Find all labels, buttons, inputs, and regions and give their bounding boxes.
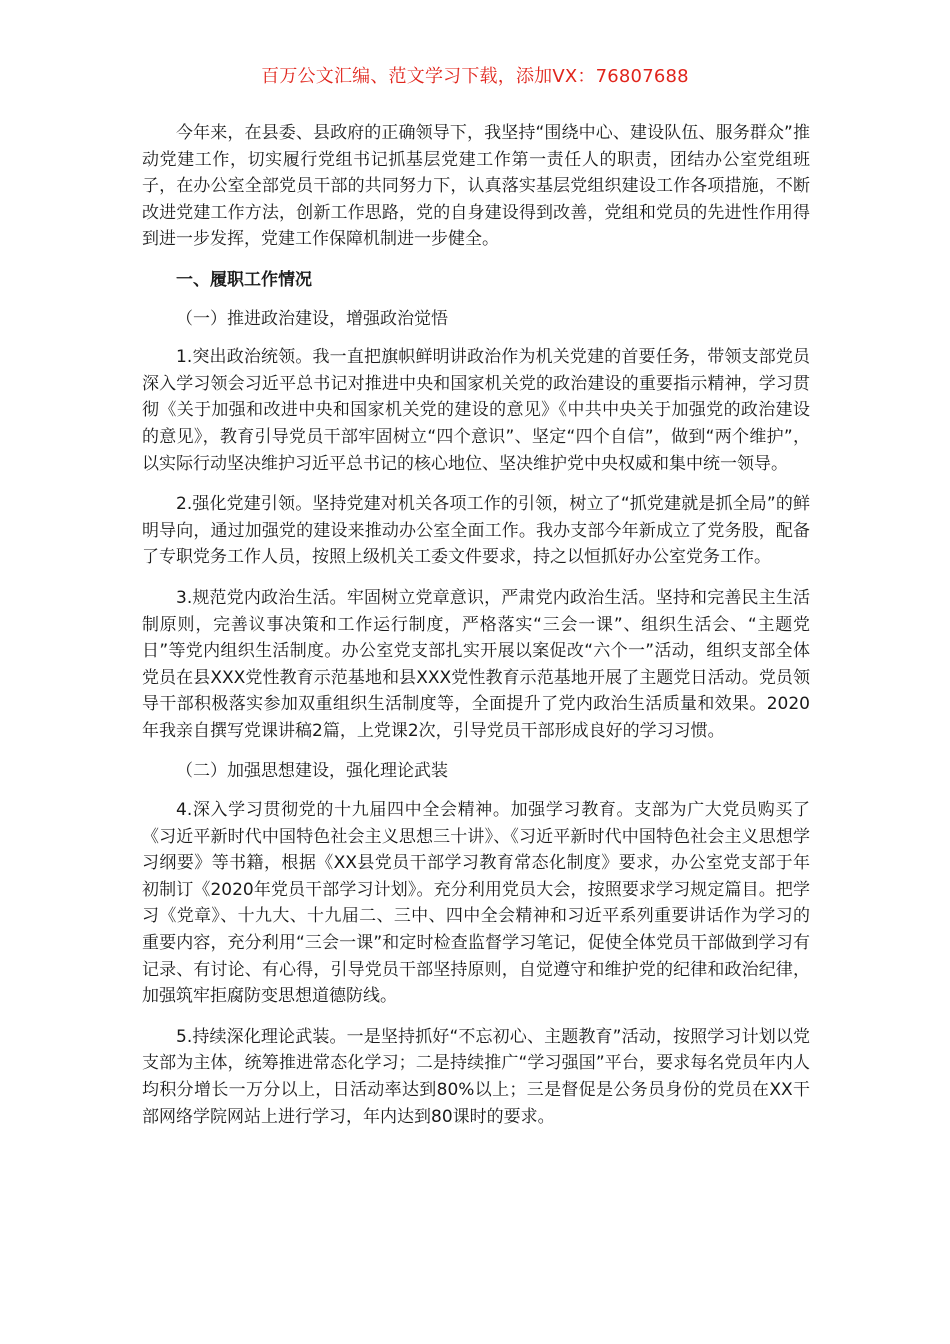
- document-body: [142, 120, 810, 1144]
- subsection-heading-1: （一）推进政治建设，增强政治觉悟: [176, 308, 448, 329]
- paragraph-5: 5.持续深化理论武装。一是坚持抓好“不忘初心、主题教育”活动，按照学习计划以党支部为主体，统筹推进常态化学习；二是持续推广“学习强国”平台，要求每名党员年内人均积分增长一万分以上，日活动率达到80%以上；三是督促是公务员身份的党员在XX干部网络学院网站上进行学习，年内达到80课时的要求。: [142, 1026, 810, 1127]
- paragraph-3: 3.规范党内政治生活。牢固树立党章意识，严肃党内政治生活。坚持和完善民主生活制原则，完善议事决策和工作运行制度，严格落实“三会一课”、组织生活会、“主题党日”等党内组织生活制度。办公室党支部扎实开展以案促改“六个一”活动，组织支部全体党员在县XXX党性教育示范基地和县XXX党性教育示范基地开展了主题党日活动。党员领导干部积极落实参加双重组织生活制度等，全面提升了党内政治生活质量和效果。2020年我亲自撰写党课讲稿2篇，上党课2次，引导党员干部形成良好的学习习惯。: [142, 587, 810, 741]
- section-heading-1: 一、履职工作情况: [176, 269, 312, 290]
- paragraph-4: 4.深入学习贯彻党的十九届四中全会精神。加强学习教育。支部为广大党员购买了《习近平新时代中国特色社会主义思想三十讲》、《习近平新时代中国特色社会主义思想学习纲要》等书籍，根据《XX县党员干部学习教育常态化制度》要求，办公室党支部于年初制订《2020年党员干部学习计划》。充分利用党员大会，按照要求学习规定篇目。把学习《党章》、十九大、十九届二、三中、四中全会精神和习近平系列重要讲话作为学习的重要内容，充分利用“三会一课”和定时检查监督学习笔记，促使全体党员干部做到学习有记录、有讨论、有心得，引导党员干部坚持原则，自觉遵守和维护党的纪律和政治纪律，加强筑牢拒腐防变思想道德防线。: [142, 800, 810, 1007]
- header-banner: 百万公文汇编、范文学习下载，添加VX：76807688: [261, 66, 689, 87]
- paragraph-1: 1.突出政治统领。我一直把旗帜鲜明讲政治作为机关党建的首要任务，带领支部党员深入学习领会习近平总书记对推进中央和国家机关党的政治建设的重要指示精神，学习贯彻《关于加强和改进中央和国家机关党的建设的意见》《中共中央关于加强党的政治建设的意见》，教育引导党员干部牢固树立“四个意识”、坚定“四个自信”，做到“两个维护”，以实际行动坚决维护习近平总书记的核心地位、坚决维护党中央权威和集中统一领导。: [142, 347, 810, 474]
- paragraph-2: 2.强化党建引领。坚持党建对机关各项工作的引领，树立了“抓党建就是抓全局”的鲜明导向，通过加强党的建设来推动办公室全面工作。我办支部今年新成立了党务股，配备了专职党务工作人员，按照上级机关工委文件要求，持之以恒抓好办公室党务工作。: [142, 494, 810, 568]
- subsection-heading-2: （二）加强思想建设，强化理论武装: [176, 761, 448, 782]
- intro-paragraph: 今年来，在县委、县政府的正确领导下，我坚持“围绕中心、建设队伍、服务群众”推动党建工作，切实履行党组书记抓基层党建工作第一责任人的职责，团结办公室党组班子，在办公室全部党员干部的共同努力下，认真落实基层党组织建设工作各项措施，不断改进党建工作方法，创新工作思路，党的自身建设得到改善，党组和党员的先进性作用得到进一步发挥，党建工作保障机制进一步健全。: [142, 123, 810, 250]
